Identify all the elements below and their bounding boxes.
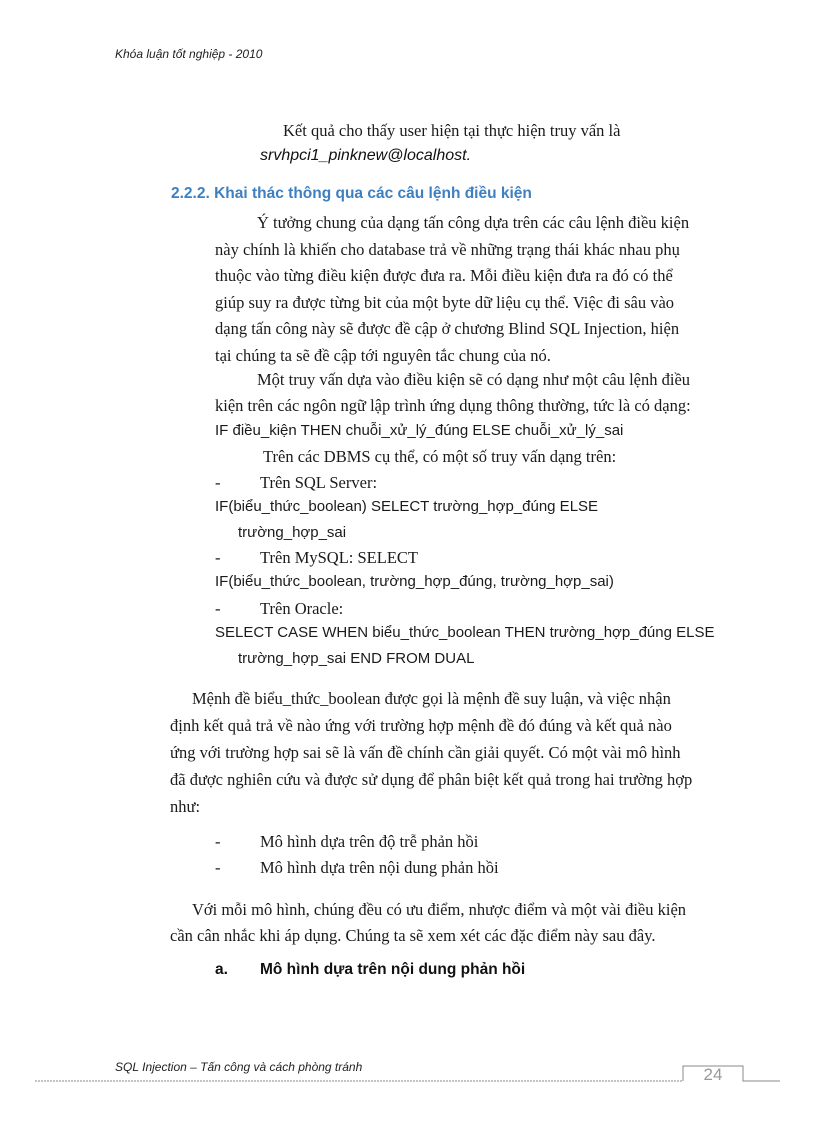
dash-bullet: - <box>215 548 221 567</box>
para3-line: Mệnh đề biểu_thức_boolean được gọi là mệnh đề suy luận, và việc nhận <box>192 689 671 708</box>
dbms-intro: Trên các DBMS cụ thể, có một số truy vấn dạng trên: <box>263 447 617 466</box>
oracle-code-1: SELECT CASE WHEN biểu_thức_boolean THEN trường_hợp_đúng ELSE <box>215 624 715 641</box>
dash-bullet: - <box>215 858 221 877</box>
para1-line: Ý tưởng chung của dạng tấn công dựa trên các câu lệnh điều kiện <box>257 213 690 232</box>
paragraph-4 <box>170 897 690 953</box>
dash-bullet: - <box>215 832 221 851</box>
para4-line: cần cân nhắc khi áp dụng. Chúng ta sẽ xem xét các đặc điểm này sau đây. <box>170 926 656 945</box>
sqlserver-code-2: trường_hợp_sai <box>238 524 347 541</box>
dash-bullet: - <box>215 473 221 492</box>
para3-line: đã được nghiên cứu và được sử dụng để phân biệt kết quả trong hai trường hợp <box>170 770 693 789</box>
sqlserver-code-1: IF(biểu_thức_boolean) SELECT trường_hợp_đúng ELSE <box>215 498 599 515</box>
para4-line: Với mỗi mô hình, chúng đều có ưu điểm, nhược điểm và một vài điều kiện <box>192 900 687 919</box>
page-number: 24 <box>703 1065 723 1084</box>
intro-line-2: srvhpci1_pinknew@localhost. <box>260 147 472 164</box>
page-header: Khóa luận tốt nghiệp - 2010 <box>115 47 263 61</box>
model-item: Mô hình dựa trên độ trễ phản hồi <box>260 832 479 851</box>
section-title: 2.2.2. Khai thác thông qua các câu lệnh điều kiện <box>171 185 532 202</box>
model-item: Mô hình dựa trên nội dung phản hồi <box>260 858 499 877</box>
para1-line: này chính là khiến cho database trả về những trạng thái khác nhau phụ <box>215 240 680 259</box>
code-if-statement: IF điều_kiện THEN chuỗi_xử_lý_đúng ELSE chuỗi_xử_lý_sai <box>215 422 624 439</box>
paragraph-3 <box>170 686 693 816</box>
sqlserver-label: Trên SQL Server: <box>260 473 378 492</box>
intro-line-1: Kết quả cho thấy user hiện tại thực hiện truy vấn là <box>283 121 621 140</box>
mysql-label: Trên MySQL: SELECT <box>260 548 418 567</box>
para1-line: dạng tấn công này sẽ được đề cập ở chương Blind SQL Injection, hiện <box>215 319 680 338</box>
para2-line: kiện trên các ngôn ngữ lập trình ứng dụng thông thường, tức là có dạng: <box>215 396 691 415</box>
para3-line: ứng với trường hợp sai sẽ là vấn đề chính cần giải quyết. Có một vài mô hình <box>170 743 681 762</box>
oracle-label: Trên Oracle: <box>260 599 344 618</box>
paragraph-1 <box>215 210 690 370</box>
subheading-letter: a. <box>215 961 228 978</box>
para3-line: như: <box>170 797 201 816</box>
mysql-code: IF(biểu_thức_boolean, trường_hợp_đúng, trường_hợp_sai) <box>215 573 614 590</box>
para1-line: tại chúng ta sẽ đề cập tới nguyên tắc chung của nó. <box>215 346 551 365</box>
dash-bullet: - <box>215 599 221 618</box>
paragraph-2 <box>215 367 690 423</box>
para1-line: giúp suy ra được từng bit của một byte dữ liệu cụ thể. Việc đi sâu vào <box>215 293 675 312</box>
para1-line: thuộc vào từng điều kiện được đưa ra. Mỗi điều kiện đưa ra đó có thể <box>215 266 673 285</box>
oracle-code-2: trường_hợp_sai END FROM DUAL <box>238 650 475 667</box>
footer-text: SQL Injection – Tấn công và cách phòng tránh <box>115 1060 363 1074</box>
para2-line: Một truy vấn dựa vào điều kiện sẽ có dạng như một câu lệnh điều <box>257 370 691 389</box>
para3-line: định kết quả trả về nào ứng với trường hợp mệnh đề đó đúng và kết quả nào <box>170 716 672 735</box>
subheading-text: Mô hình dựa trên nội dung phản hồi <box>260 961 526 978</box>
